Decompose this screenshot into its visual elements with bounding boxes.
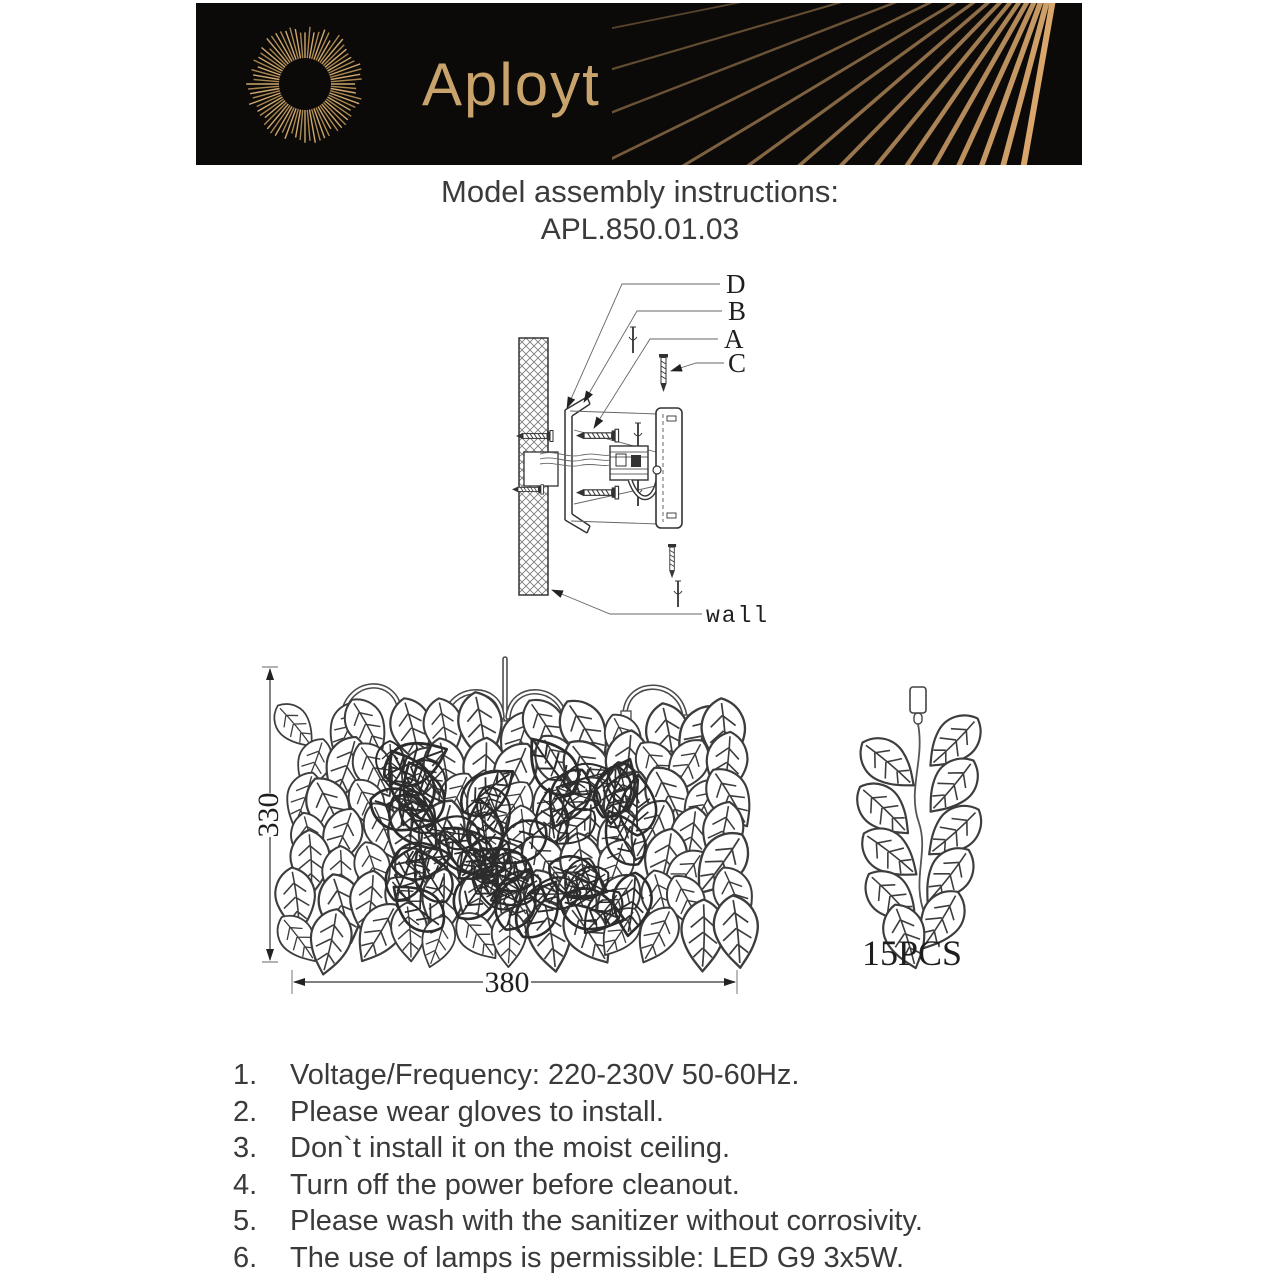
back-plate xyxy=(653,408,682,528)
anchor-mark-icon xyxy=(674,581,682,607)
bracket-screw-icon xyxy=(576,429,619,442)
page-title: Model assembly instructions: xyxy=(441,174,839,209)
item-number: 4. xyxy=(233,1168,258,1201)
width-dimension xyxy=(292,966,737,999)
parts-count-label: 15PCS xyxy=(861,933,963,973)
list-item xyxy=(233,1057,1083,1094)
item-text: The use of lamps is permissible: LED G9 3x5W. xyxy=(290,1241,905,1274)
item-number: 2. xyxy=(233,1095,258,1128)
label-part-a: A xyxy=(724,324,744,354)
brand-banner xyxy=(196,3,1082,165)
model-number: APL.850.01.03 xyxy=(540,213,740,246)
item-number: 6. xyxy=(233,1241,258,1274)
label-part-c: C xyxy=(728,348,747,378)
label-part-d: D xyxy=(726,269,746,299)
item-number: 5. xyxy=(233,1205,258,1237)
item-text: Turn off the power before cleanout. xyxy=(290,1168,740,1201)
anchor-mark-icon xyxy=(629,327,637,353)
label-wall: wall xyxy=(706,603,770,629)
anchor-mark-icon xyxy=(634,423,642,449)
item-number: 3. xyxy=(233,1132,258,1164)
item-number: 1. xyxy=(233,1059,258,1091)
title-block xyxy=(0,174,1280,247)
list-item xyxy=(233,1094,1083,1131)
brand-wordmark: Aployt xyxy=(422,50,601,118)
leaf-cluster xyxy=(266,689,760,979)
item-text: Please wear gloves to install. xyxy=(290,1095,664,1128)
leaf-strand-part xyxy=(835,675,1065,975)
width-value: 380 xyxy=(484,966,530,999)
gold-rays-decoration xyxy=(612,3,1082,165)
list-item xyxy=(233,1167,1083,1204)
wall-section xyxy=(519,338,558,595)
wall-mount-diagram xyxy=(470,258,790,638)
list-item xyxy=(233,1240,1083,1277)
list-item xyxy=(233,1203,1083,1240)
label-part-b: B xyxy=(728,296,747,326)
terminal-block xyxy=(610,446,648,480)
strand-stem xyxy=(915,724,927,931)
height-value: 330 xyxy=(252,792,285,838)
item-text: Please wash with the sanitizer without corrosivity. xyxy=(290,1205,923,1237)
list-item xyxy=(233,1130,1083,1167)
plate-screw-icon xyxy=(668,544,676,578)
item-text: Voltage/Frequency: 220-230V 50-60Hz. xyxy=(290,1059,800,1091)
plate-screw-icon xyxy=(659,354,668,392)
instruction-list xyxy=(233,1057,1083,1276)
item-text: Don`t install it on the moist ceiling. xyxy=(290,1132,731,1164)
dimension-drawing xyxy=(240,645,760,1015)
strand-connector xyxy=(910,687,926,724)
bracket-screw-icon xyxy=(576,486,619,499)
starburst-logo-icon xyxy=(230,3,380,165)
